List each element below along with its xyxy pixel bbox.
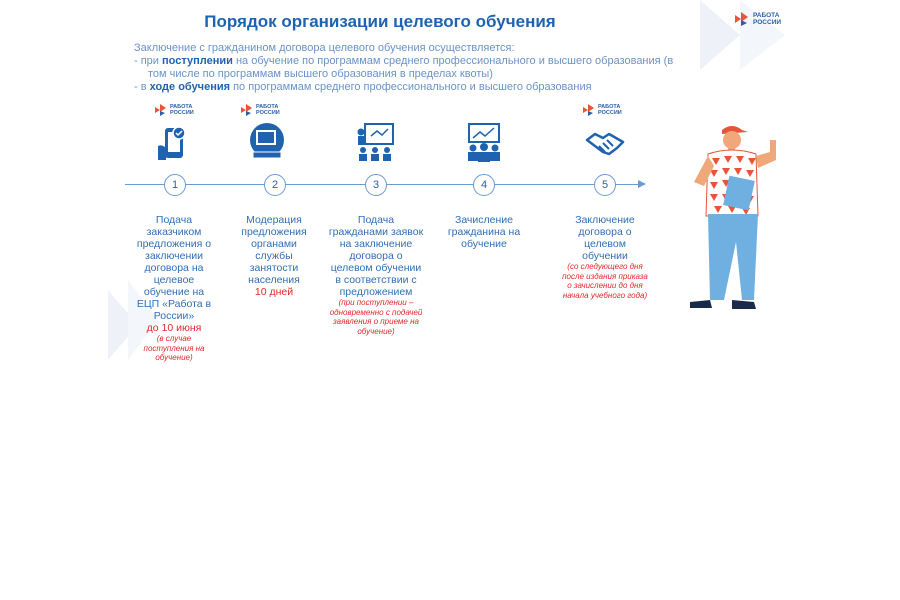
step2-brand-logo bbox=[241, 104, 280, 116]
intro-item1-rest: на обучение по программам среднего профессионального и высшего образования (в bbox=[232, 55, 674, 67]
presentation-icon bbox=[355, 122, 395, 164]
brand-line1: РАБОТА bbox=[256, 104, 279, 110]
step-4-text: Зачисление гражданина на обучение bbox=[447, 214, 521, 250]
step-3 bbox=[328, 214, 424, 336]
brand-line2: РОССИИ bbox=[170, 110, 194, 116]
brand-line2: РОССИИ bbox=[598, 110, 622, 116]
intro-item1-bold: поступлении bbox=[162, 55, 233, 67]
intro-item2-bold: ходе обучения bbox=[149, 81, 231, 93]
brand-logo bbox=[735, 12, 781, 26]
intro-item2-rest: по программам среднего профессионального и высшего образования bbox=[230, 81, 592, 93]
brand-line1: РАБОТА bbox=[598, 104, 621, 110]
step-5 bbox=[562, 214, 648, 300]
step-number-3: 3 bbox=[365, 174, 387, 196]
step-2 bbox=[236, 214, 312, 298]
brand-line1: РАБОТА bbox=[753, 12, 780, 19]
step-number-1: 1 bbox=[164, 174, 186, 196]
brand-logo-mark-icon bbox=[735, 12, 749, 26]
step-4 bbox=[438, 214, 530, 250]
handshake-icon bbox=[585, 122, 625, 164]
phone-hand-icon bbox=[154, 122, 194, 164]
brand-line2: РОССИИ bbox=[256, 110, 280, 116]
page-title: Порядок организации целевого обучения bbox=[204, 12, 556, 31]
step1-brand-logo bbox=[155, 104, 194, 116]
intro-item2 bbox=[134, 81, 724, 94]
intro-item2-prefix: - в bbox=[134, 81, 150, 93]
step-2-text: Модерация предложения органами службы занятости населения bbox=[241, 214, 307, 286]
step-number-2: 2 bbox=[264, 174, 286, 196]
intro-item1 bbox=[134, 55, 724, 68]
step-1 bbox=[133, 214, 215, 363]
step-5-note: (со следующего дня после издания приказа о зачислении до дня начала учебного года) bbox=[562, 262, 648, 300]
step-1-text: Подача заказчиком предложения о заключении договора на целевое обучение на ЕЦП «Работа в России» bbox=[136, 214, 212, 322]
step-number-4: 4 bbox=[473, 174, 495, 196]
step-5-text: Заключение договора о целевом обучении bbox=[575, 214, 635, 262]
person-illustration bbox=[686, 124, 778, 310]
step-3-text: Подача гражданами заявок на заключение договора о целевом обучении в соответствии с предложением bbox=[328, 214, 424, 298]
brand-line1: РАБОТА bbox=[170, 104, 193, 110]
step-1-deadline: до 10 июня bbox=[146, 322, 202, 334]
brand-logo-mark-icon bbox=[583, 104, 595, 116]
intro-line1: Заключение с гражданином договора целевого обучения осуществляется: bbox=[134, 42, 515, 54]
timeline-arrow-icon bbox=[638, 180, 646, 188]
step5-brand-logo bbox=[583, 104, 622, 116]
intro-item1-cont: том числе по программам высшего образования в пределах квоты) bbox=[148, 68, 493, 80]
step-number-5: 5 bbox=[594, 174, 616, 196]
team-chart-icon bbox=[463, 122, 503, 164]
intro-item1-prefix: - при bbox=[134, 55, 162, 67]
step-2-deadline: 10 дней bbox=[254, 286, 294, 298]
computer-person-icon bbox=[247, 122, 287, 164]
step-1-note: (в случае поступления на обучение) bbox=[143, 334, 205, 362]
step-3-note: (при поступлении – одновременно с подачей заявления о приеме на обучение) bbox=[329, 298, 423, 336]
brand-line2: РОССИИ bbox=[753, 19, 782, 26]
brand-logo-mark-icon bbox=[155, 104, 167, 116]
brand-logo-mark-icon bbox=[241, 104, 253, 116]
intro-text bbox=[134, 42, 724, 94]
